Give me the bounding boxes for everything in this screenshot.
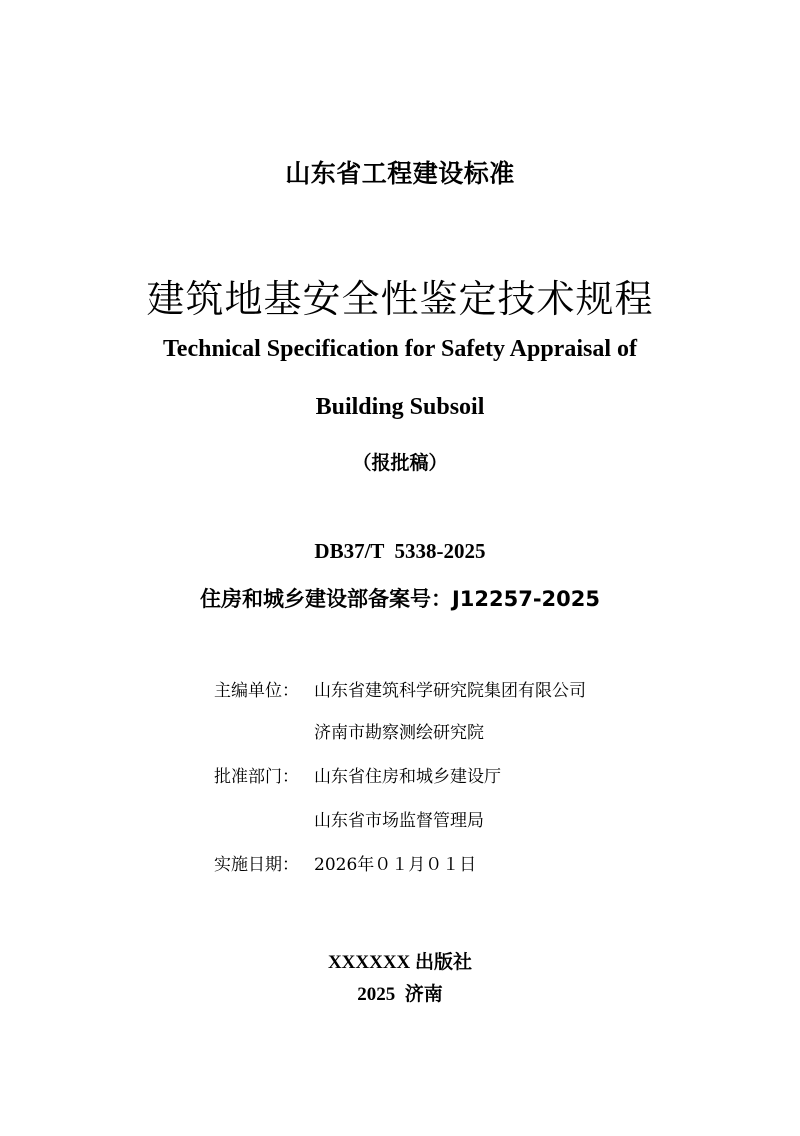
draft-status: （报批稿） — [352, 452, 448, 474]
effective-date-value: 2026年０１月０１日 — [314, 855, 477, 875]
approval-dept-2: 山东省市场监督管理局 — [314, 811, 484, 831]
document-title-chinese: 建筑地基安全性鉴定技术规程 — [146, 277, 654, 321]
record-number: 住房和城乡建设部备案号：J12257-2025 — [199, 587, 601, 611]
publisher-name: XXXXXX 出版社 — [327, 952, 473, 973]
approval-label: 批准部门： — [214, 767, 299, 787]
standard-number: DB37/T 5338-2025 — [314, 539, 486, 563]
editor-unit-2: 济南市勘察测绘研究院 — [314, 723, 484, 743]
publication-year-city: 2025 济南 — [357, 984, 443, 1005]
editor-label: 主编单位： — [214, 681, 299, 701]
effective-date-label: 实施日期： — [214, 855, 299, 875]
approval-dept-1: 山东省住房和城乡建设厅 — [314, 767, 501, 787]
document-title-english-line1: Technical Specification for Safety Appraisal of — [163, 336, 637, 362]
document-title-english-line2: Building Subsoil — [315, 394, 485, 420]
standard-series-heading: 山东省工程建设标准 — [285, 159, 515, 188]
editor-unit-1: 山东省建筑科学研究院集团有限公司 — [314, 681, 586, 701]
